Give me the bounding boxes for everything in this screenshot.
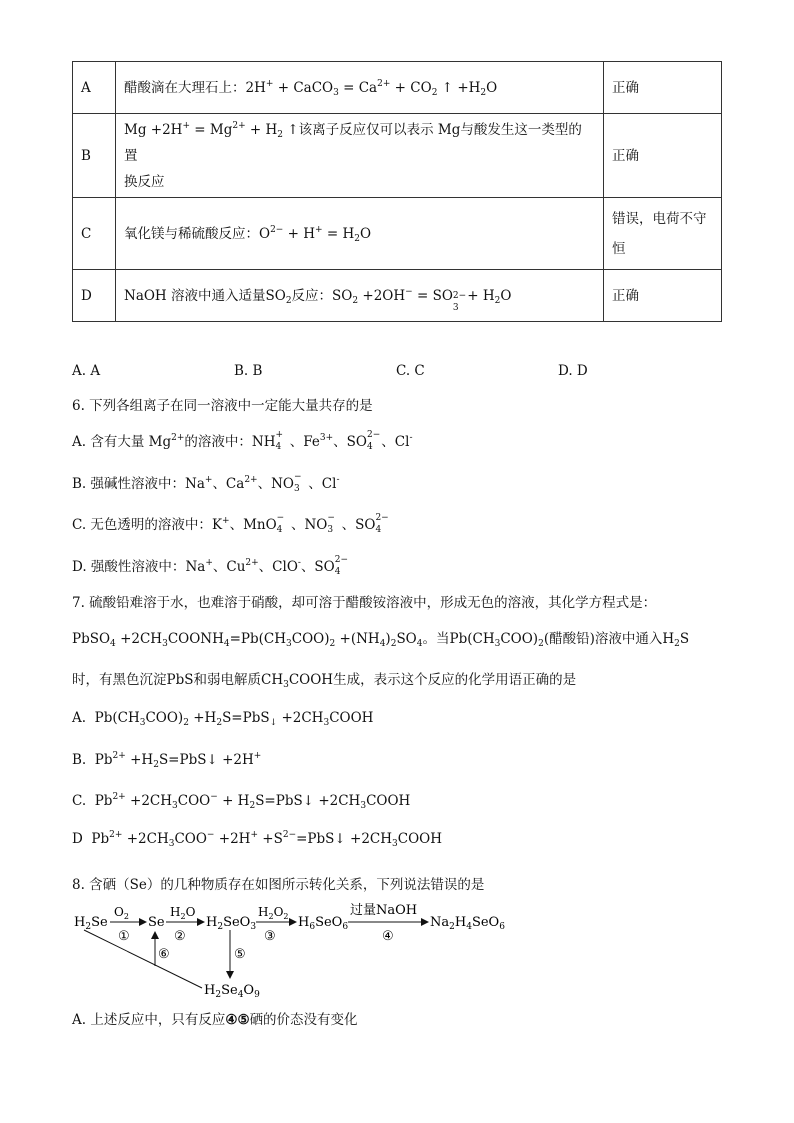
step-6-label: ⑥: [158, 947, 170, 962]
row-key: A: [73, 62, 116, 114]
q8-option-a[interactable]: A. 上述反应中，只有反应④⑤硒的价态没有变化: [72, 1012, 358, 1028]
q6-option-a[interactable]: A. 含有大量 $Mg^{2+}$的溶液中：NH + 4 、$Fe^{3+}$、SO 2− 4 、Cl-: [72, 429, 413, 452]
option-c[interactable]: C. C: [396, 363, 425, 379]
row-key: C: [73, 198, 116, 270]
table-row: [73, 114, 722, 198]
q6-stem: 6. 下列各组离子在同一溶液中一定能大量共存的是: [72, 398, 373, 414]
se-label: Se: [148, 915, 165, 930]
o2-label: $O_2$: [114, 905, 129, 921]
h2se4o9-label: $H_2Se_4O_9$: [204, 983, 260, 1000]
option-a[interactable]: A. A: [72, 363, 101, 379]
selenium-conversion-diagram: [70, 898, 510, 1000]
row-judgment: 正确: [604, 62, 722, 114]
naoh-label: 过量NaOH: [350, 903, 418, 918]
q7-line2: PbSO$_4$ $+2CH_3COONH_4=Pb(CH_3COO)_2 +(NH_4)_2SO_4$。当$Pb(CH_3COO)_2$(醋酸铅)溶液中通入$H_2S$: [72, 631, 690, 649]
h2o-label: $H_2O$: [170, 905, 196, 921]
q7-line3: 时，有黑色沉淀PbS和弱电解质$CH_3COOH$生成，表示这个反应的化学用语正确的是: [72, 672, 577, 690]
q6-option-d[interactable]: D. 强酸性溶液中：Na+、$Cu^{2+}$、ClO-、SO 2− 4: [72, 554, 349, 577]
row-judgment: 正确: [604, 270, 722, 322]
answer-table: [72, 61, 722, 322]
row-key: B: [73, 114, 116, 198]
q6-option-b[interactable]: B. 强碱性溶液中：Na+、$Ca^{2+}$、NO − 3 、Cl-: [72, 471, 340, 494]
h6seo6-label: $H_6SeO_6$: [298, 915, 349, 932]
step-3-label: ③: [264, 929, 276, 944]
table-row: [73, 62, 722, 114]
row-statement: $Mg +2H^+ = Mg^{2+} + H_2$ ↑该离子反应仅可以表示 Mg与酸发生这一类型的置 换反应: [116, 114, 604, 198]
q7-option-d[interactable]: D $Pb^{2+} +2CH_3COO^- +2H^+$ $+S^{2-}=PbS↓$ $+2CH_3COOH$: [72, 830, 443, 849]
h2o2-label: $H_2O_2$: [258, 905, 289, 921]
q7-option-a[interactable]: A. $Pb(CH_3COO)_2 +H_2S=PbS_↓$ $+2CH_3COOH$: [72, 710, 374, 728]
q5-options: [72, 363, 722, 381]
option-b[interactable]: B. B: [234, 363, 263, 379]
na2h4seo6-label: $Na_2H_4SeO_6$: [430, 915, 505, 932]
row-key: D: [73, 270, 116, 322]
q6-option-c[interactable]: C. 无色透明的溶液中：K+、MnO − 4 、NO − 3 、SO 2− 4: [72, 512, 389, 535]
row-judgment: 正确: [604, 114, 722, 198]
table-row: [73, 270, 722, 322]
table-row: [73, 198, 722, 270]
q7-option-b[interactable]: B. $Pb^{2+}$ $+H_2S=PbS↓ +2H^+$: [72, 751, 262, 770]
option-d[interactable]: D. D: [558, 363, 588, 379]
q8-stem: 8. 含硒（Se）的几种物质存在如图所示转化关系，下列说法错误的是: [72, 877, 485, 893]
row-judgment: 错误，电荷不守 恒: [604, 198, 722, 270]
step-5-label: ⑤: [234, 947, 246, 962]
step-4-label: ④: [382, 929, 394, 944]
q7-option-c[interactable]: C. $Pb^{2+} +2CH_3COO^-$ + $H_2S=PbS↓$ $+2CH_3COOH$: [72, 792, 411, 811]
step-2-label: ②: [174, 929, 186, 944]
step-1-label: ①: [118, 929, 130, 944]
q7-line1: 7. 硫酸铅难溶于水，也难溶于硝酸，却可溶于醋酸铵溶液中，形成无色的溶液，其化学方程式是：: [72, 595, 657, 611]
h2se-label: $H_2Se$: [74, 915, 108, 932]
row-statement: 氧化镁与稀硫酸反应：$O^{2-} + H^+ = H_2O$: [116, 198, 604, 270]
row-statement: 醋酸滴在大理石上：2H+ + CaCO$_3$ = $Ca^{2+} + CO_2$ ↑ $+H_2O$: [116, 62, 604, 114]
h2seo3-label: $H_2SeO_3$: [206, 915, 257, 932]
row-statement: NaOH 溶液中通入适量$SO_2$反应：$SO_2 +2OH^-$ = SO 2− 3 + $H_2O$: [116, 270, 604, 322]
